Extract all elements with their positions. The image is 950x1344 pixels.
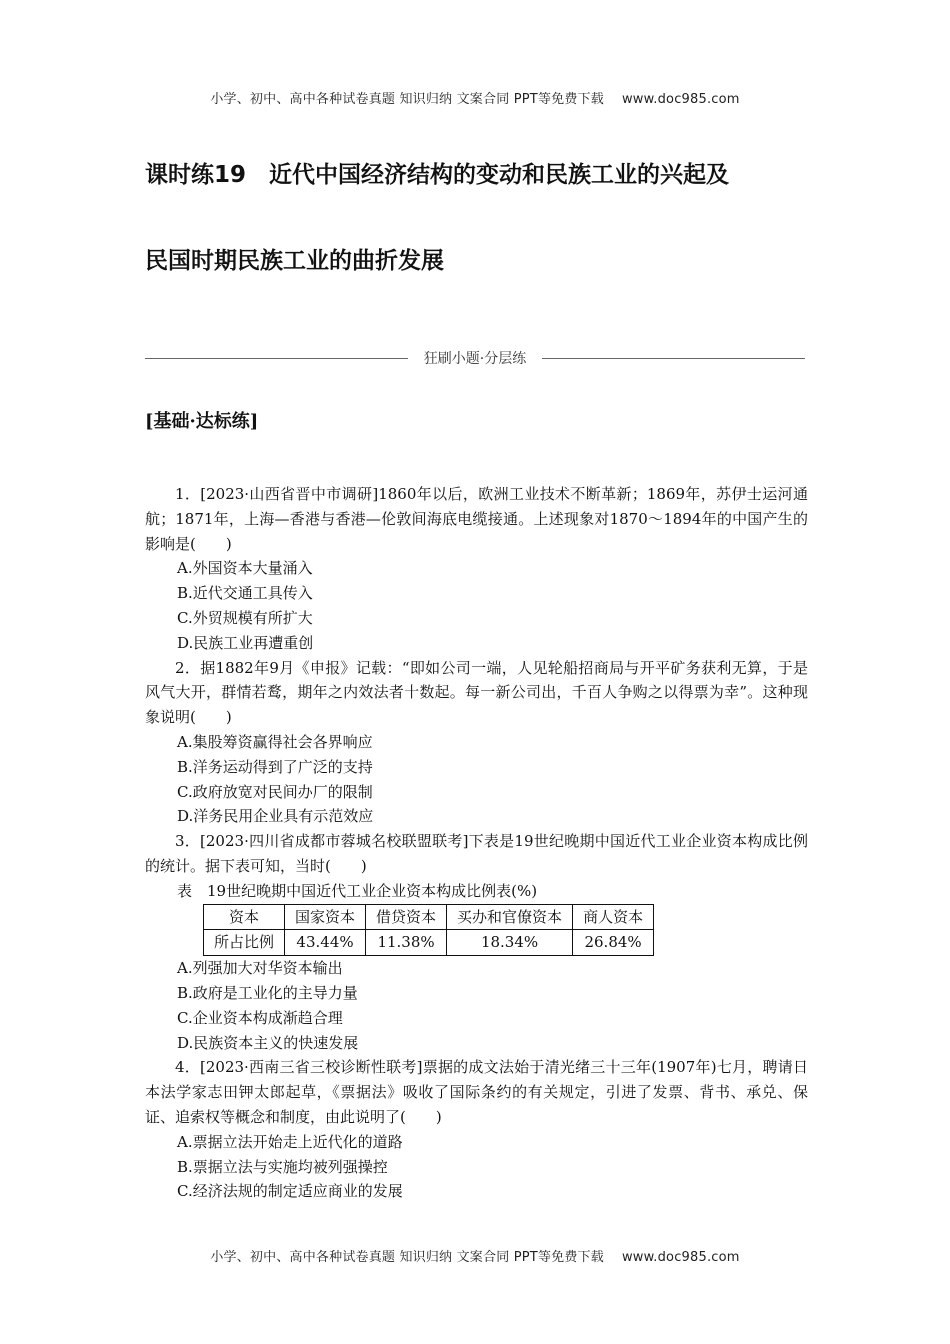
option-c: C.外贸规模有所扩大 xyxy=(177,608,313,627)
table-cell: 26.84% xyxy=(573,930,654,956)
question-stem: 1．[2023·山西省晋中市调研]1860年以后，欧洲工业技术不断革新；1869年，苏伊士运河通航；1871年，上海—香港与香港—伦敦间海底电缆接通。上述现象对1870～1894年的中国产生的影响是( ) xyxy=(145,485,808,553)
header-site-link[interactable]: www.doc985.com xyxy=(621,92,740,107)
option-b: B.票据立法与实施均被列强操控 xyxy=(177,1157,388,1176)
table-cell: 国家资本 xyxy=(285,904,366,930)
table-cell: 所占比例 xyxy=(204,930,285,956)
section-divider xyxy=(145,348,805,368)
option-b: B.近代交通工具传入 xyxy=(177,584,313,603)
table-row xyxy=(204,930,654,956)
capital-structure-table xyxy=(203,904,654,957)
page-title-line-1: 课时练19 近代中国经济结构的变动和民族工业的兴起及 xyxy=(145,162,730,188)
option-b: B.政府是工业化的主导力量 xyxy=(177,983,358,1002)
divider-line-right xyxy=(542,358,805,359)
option-a: A.集股筹资赢得社会各界响应 xyxy=(177,732,373,751)
question-stem: 4．[2023·西南三省三校诊断性联考]票据的成文法始于清光绪三十三年(1907年)七月，聘请日本法学家志田钾太郎起草，《票据法》吸收了国际条约的有关规定，引进了发票、背书、承兑、保证、追索权等概念和制度，由此说明了( ) xyxy=(145,1058,808,1126)
divider-label: 狂刷小题·分层练 xyxy=(423,351,527,367)
option-d: D.洋务民用企业具有示范效应 xyxy=(177,807,374,826)
footer-text: 小学、初中、高中各种试卷真题 知识归纳 文案合同 PPT等免费下载 xyxy=(210,1250,604,1265)
table-cell: 商人资本 xyxy=(573,904,654,930)
question-stem: 3．[2023·四川省成都市蓉城名校联盟联考]下表是19世纪晚期中国近代工业企业资本构成比例的统计。据下表可知，当时( ) xyxy=(145,832,808,875)
table-cell: 资本 xyxy=(204,904,285,930)
table-cell: 43.44% xyxy=(285,930,366,956)
option-a: A.列强加大对华资本输出 xyxy=(177,959,343,978)
table-cell: 买办和官僚资本 xyxy=(447,904,573,930)
question-list xyxy=(145,482,808,1204)
option-c: C.经济法规的制定适应商业的发展 xyxy=(177,1182,403,1201)
divider-line-left xyxy=(145,358,408,359)
header-text: 小学、初中、高中各种试卷真题 知识归纳 文案合同 PPT等免费下载 xyxy=(210,92,604,107)
footer-site-link[interactable]: www.doc985.com xyxy=(621,1250,740,1265)
option-c: C.企业资本构成渐趋合理 xyxy=(177,1008,343,1027)
option-c: C.政府放宽对民间办厂的限制 xyxy=(177,782,373,801)
table-cell: 11.38% xyxy=(366,930,447,956)
section-heading: [基础·达标练] xyxy=(145,411,259,432)
option-a: A.外国资本大量涌入 xyxy=(177,559,313,578)
table-cell: 借贷资本 xyxy=(366,904,447,930)
page-footer xyxy=(0,1246,950,1265)
page-title-line-2: 民国时期民族工业的曲折发展 xyxy=(145,248,444,274)
option-a: A.票据立法开始走上近代化的道路 xyxy=(177,1132,403,1151)
option-d: D.民族工业再遭重创 xyxy=(177,633,314,652)
table-cell: 18.34% xyxy=(447,930,573,956)
table-header-row xyxy=(204,904,654,930)
page-header xyxy=(0,88,950,107)
option-b: B.洋务运动得到了广泛的支持 xyxy=(177,757,373,776)
table-caption: 表 19世纪晚期中国近代工业企业资本构成比例表(%) xyxy=(177,881,538,900)
question-stem: 2．据1882年9月《申报》记载：“即如公司一端，人见轮船招商局与开平矿务获利无算，于是风气大开，群情若鹜，期年之内效法者十数起。每一新公司出，千百人争购之以得票为幸”。这种现象说明( ) xyxy=(145,658,808,727)
option-d: D.民族资本主义的快速发展 xyxy=(177,1033,359,1052)
